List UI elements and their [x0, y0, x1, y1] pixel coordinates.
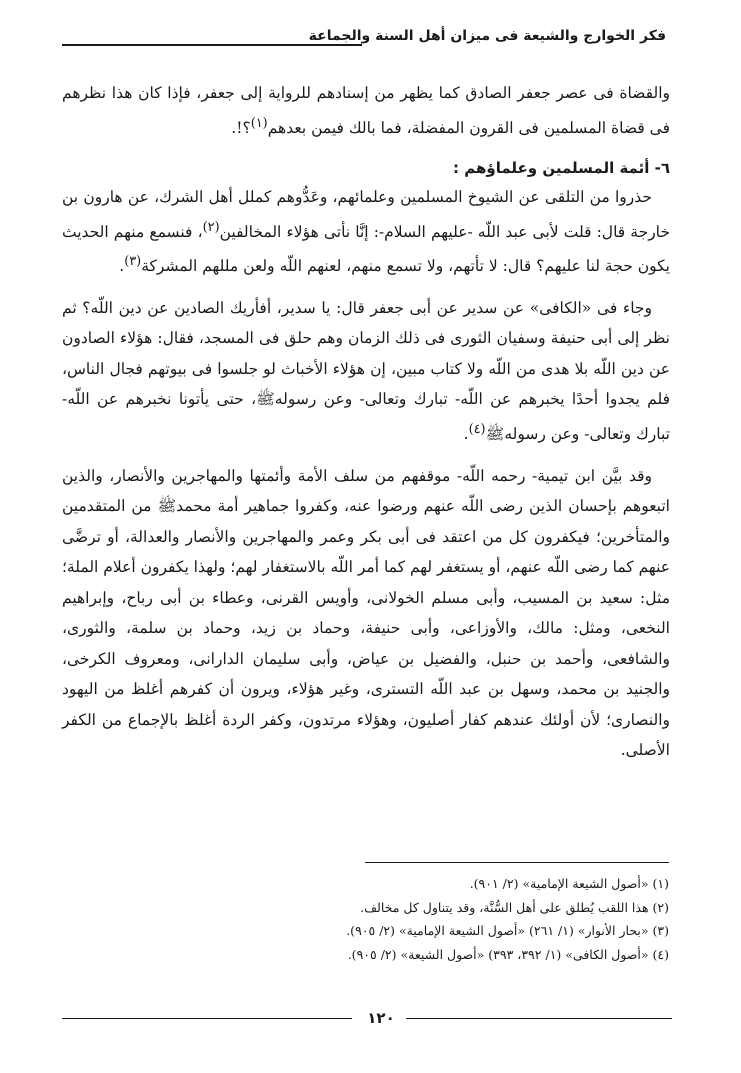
section-heading: ٦- أئمة المسلمين وعلماؤهم :	[453, 159, 670, 178]
footnote-ref-2: (٢)	[202, 219, 220, 235]
paragraph-2-end: .	[119, 257, 125, 276]
paragraph-1-line-1: والقضاة فى عصر جعفر الصادق كما يظهر من إسنادهم للرواية إلى جعفر، فإذا كان هذا نظرهم	[62, 84, 670, 102]
paragraph-3	[62, 293, 670, 450]
header-rule	[62, 44, 362, 46]
paragraph-1-end: ؟!.	[231, 118, 251, 137]
footnote-3: (٣) «بحار الأنوار» (١/ ٢٦١) «أصول الشيعة الإمامية» (٢/ ٩٠٥).	[346, 923, 669, 938]
footnotes	[69, 872, 669, 966]
footnote-ref-1: (١)	[250, 115, 268, 131]
paragraph-1	[62, 78, 670, 143]
page-number: ١٢٠	[367, 1009, 395, 1027]
paragraph-2-part-a: حذروا من التلقى عن الشيوخ المسلمين وعلمائهم، وعَدُّوهم كملل أهل الشرك، عن هارون بن خارجة قال: قلت لأبى عبد اللّه -عليهم السلام-: إنَّا نأتى هؤلاء المخالفين	[62, 188, 670, 241]
page-footer	[62, 1010, 672, 1030]
footnote-4: (٤) «أصول الكافى» (١/ ٣٩٢، ٣٩٣) «أصول الشيعة» (٢/ ٩٠٥).	[347, 946, 669, 962]
footer-rule-right	[406, 1018, 672, 1019]
paragraph-2-part-b: ، فنسمع منهم الحديث يكون حجة لنا عليهم؟ قال: لا تأتهم، ولا تسمع منهم، لعنهم اللّه ولعن مللهم المشركة	[62, 222, 670, 276]
running-header	[62, 24, 666, 52]
footer-rule-left	[62, 1018, 352, 1019]
footnote-2: (٢) هذا اللقب يُطلق على أهل السُّنَّة، وقد يتناول كل مخالف.	[360, 899, 669, 915]
paragraph-4: وقد بيَّن ابن تيمية- رحمه اللّه- موقفهم من سلف الأمة وأئمتها والمهاجرين والأنصار، والذين اتبعوهم بإحسان الذين رضى اللّه عنهم ورضوا عنه، وكفروا جماهير أمة محمدﷺ من المتقدمين والمتأخرين؛ فيكفرون كل من اعتقد فى أبى بكر وعمر والمهاجرين والأنصار والعدالة، أو ترضَّى عنهم كما رضى اللّه عنهم، أو يستغفر لهم كما أمر اللّه بالاستغفار لهم؛ ولهذا يكفرون أعلام الملة؛ مثل: سعيد بن المسيب، وأبى مسلم الخولانى، وأويس القرنى، وعطاء بن أبى رباح، وإبراهيم النخعى، ومثل: مالك، والأوزاعى، وأبى حنيفة، وحماد بن زيد، وحماد بن سلمة، والثورى، والشافعى، وأحمد بن حنبل، والفضيل بن عياض، وأبى سليمان الدارانى، ومعروف الكرخى، والجنيد بن محمد، وسهل بن عبد اللّه التسترى، وغير هؤلاء، ويرون أن كفرهم أغلظ من اليهود والنصارى؛ لأن أولئك عندهم كفار أصليون، وهؤلاء مرتدون، وكفر الردة أغلظ بالإجماع من الكفر الأصلى.	[62, 466, 670, 760]
paragraph-1-line-2: فى قضاة المسلمين فى القرون المفضلة، فما بالك فيمن بعدهم	[267, 118, 670, 137]
paragraph-2	[62, 182, 670, 282]
paragraph-3-end: .	[463, 425, 469, 444]
footnote-ref-4: (٤)	[468, 421, 486, 437]
header-title: فكر الخوارج والشيعة فى ميزان أهل السنة والجماعة	[308, 28, 666, 44]
paragraph-3-part-a: وجاء فى «الكافى» عن سدير عن أبى جعفر قال: يا سدير، أفأريك الصادين عن دين اللّه؟ ثم نظر إلى أبى حنيفة وسفيان الثورى فى ذلك الزمان وهم حلق فى المسجد، فقال: هؤلاء الصادون عن دين اللّه بلا هدى من اللّه ولا كتاب مبين، إن هؤلاء الأخباث لو جلسوا فى بيوتهم فجال الناس، فلم يجدوا أحدًا يخبرهم عن اللّه- تبارك وتعالى- وعن رسولهﷺ، حتى يأتونا نخبرهم عن اللّه- تبارك وتعالى- وعن رسولهﷺ	[62, 298, 670, 444]
main-text	[62, 78, 670, 766]
footnote-separator	[365, 862, 669, 863]
footnote-ref-3: (٣)	[124, 254, 142, 270]
footnote-1: (١) «أصول الشيعة الإمامية» (٢/ ٩٠١).	[469, 876, 669, 891]
